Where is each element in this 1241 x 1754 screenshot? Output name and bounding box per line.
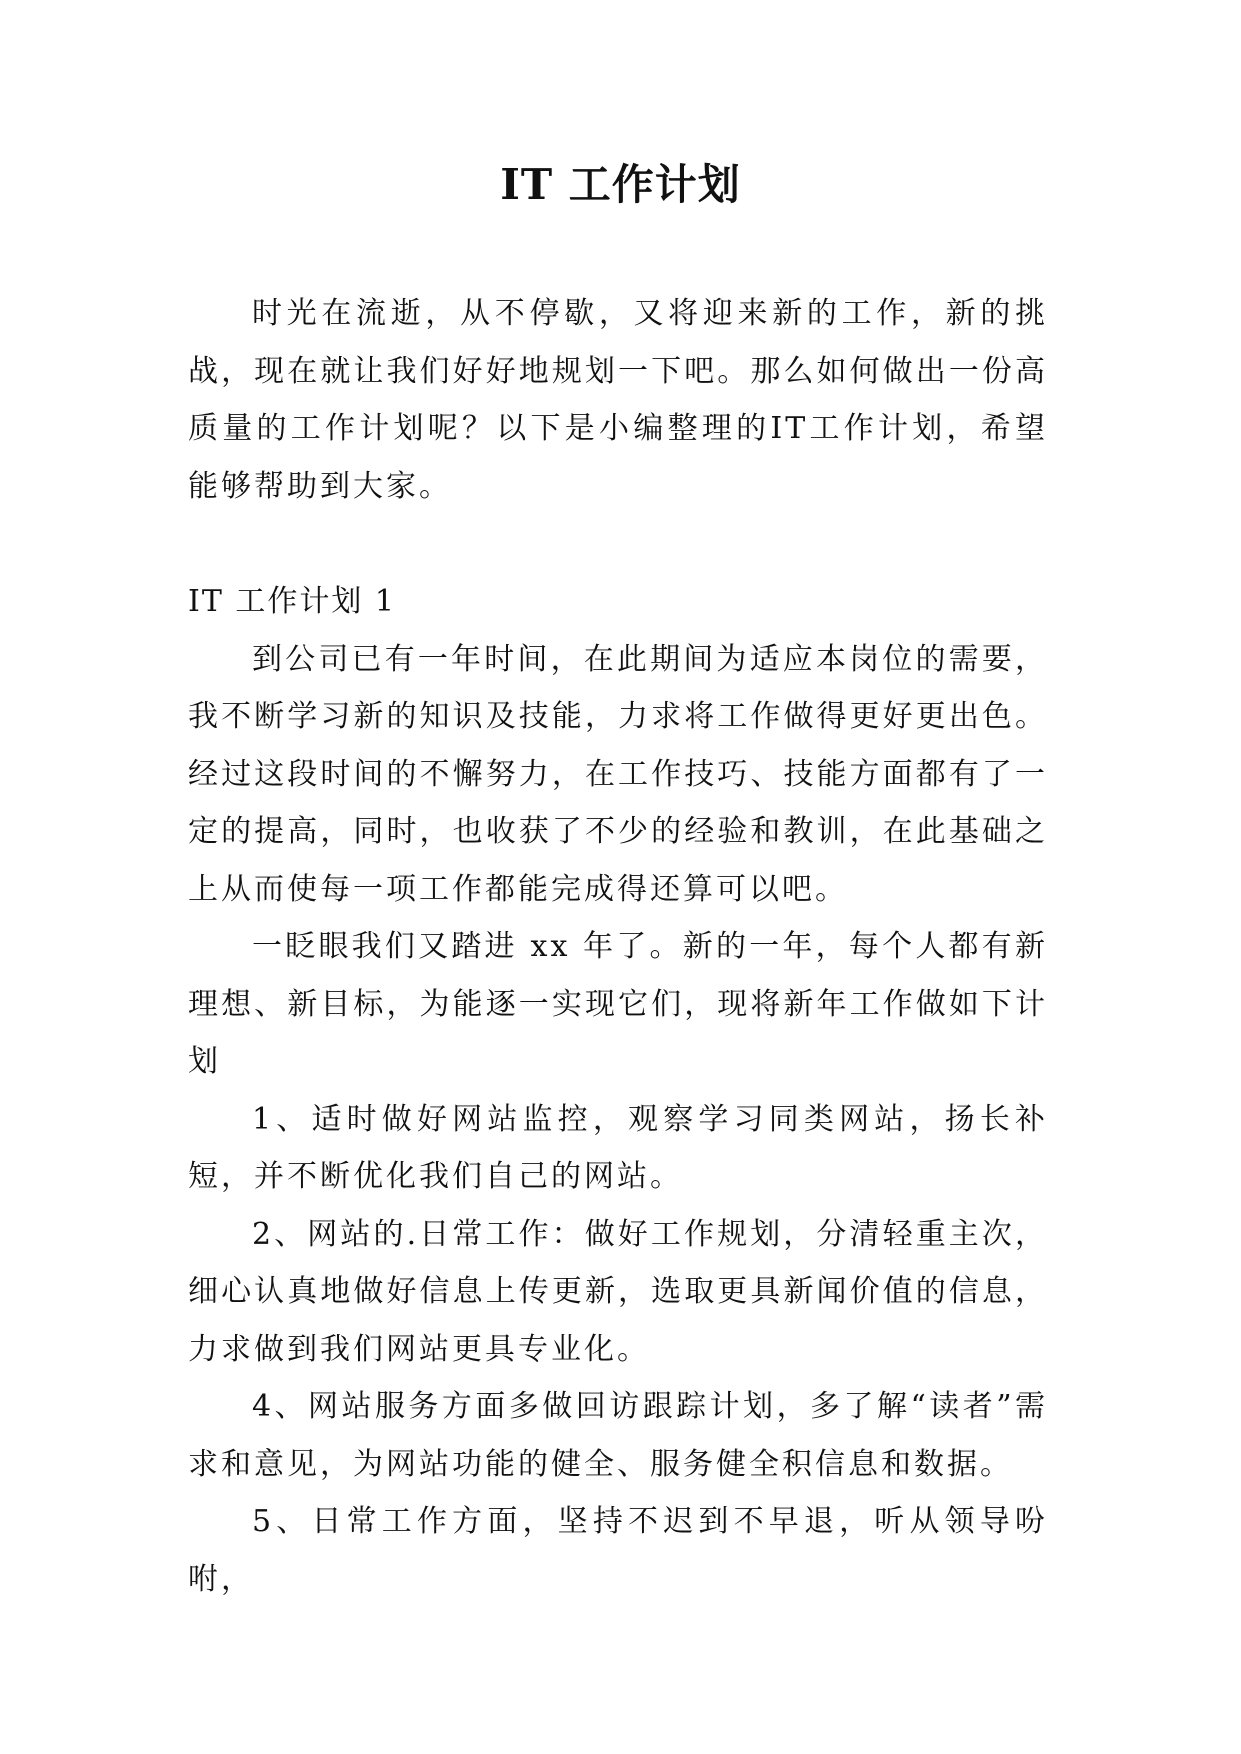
list-item-paragraph: 2、网站的.日常工作：做好工作规划，分清轻重主次，细心认真地做好信息上传更新，选取更具新闻价值的信息，力求做到我们网站更具专业化。: [188, 1216, 1048, 1367]
list-item-paragraph: 1、适时做好网站监控，观察学习同类网站，扬长补短，并不断优化我们自己的网站。: [188, 1101, 1048, 1194]
paragraph-spacer: [188, 515, 1048, 573]
document-title: IT 工作计划: [500, 160, 741, 209]
list-item-paragraph: 5、日常工作方面，坚持不迟到不早退，听从领导吩咐，: [188, 1504, 1048, 1597]
body-paragraph: 一眨眼我们又踏进 xx 年了。新的一年，每个人都有新理想、新目标，为能逐一实现它们，现将新年工作做如下计划: [188, 929, 1048, 1079]
intro-paragraph: 时光在流逝，从不停歇，又将迎来新的工作，新的挑战，现在就让我们好好地规划一下吧。那么如何做出一份高质量的工作计划呢？以下是小编整理的IT工作计划，希望能够帮助到大家。: [188, 296, 1048, 504]
body-paragraph: 到公司已有一年时间，在此期间为适应本岗位的需要，我不断学习新的知识及技能，力求将工作做得更好更出色。经过这段时间的不懈努力，在工作技巧、技能方面都有了一定的提高，同时，也收获了不少的经验和教训，在此基础之上从而使每一项工作都能完成得还算可以吧。: [188, 641, 1048, 907]
section-heading: IT 工作计划 1: [188, 584, 397, 619]
list-item-paragraph: 4、网站服务方面多做回访跟踪计划，多了解“读者”需求和意见，为网站功能的健全、服务健全积信息和数据。: [188, 1389, 1048, 1482]
document-body: [188, 285, 1048, 1608]
